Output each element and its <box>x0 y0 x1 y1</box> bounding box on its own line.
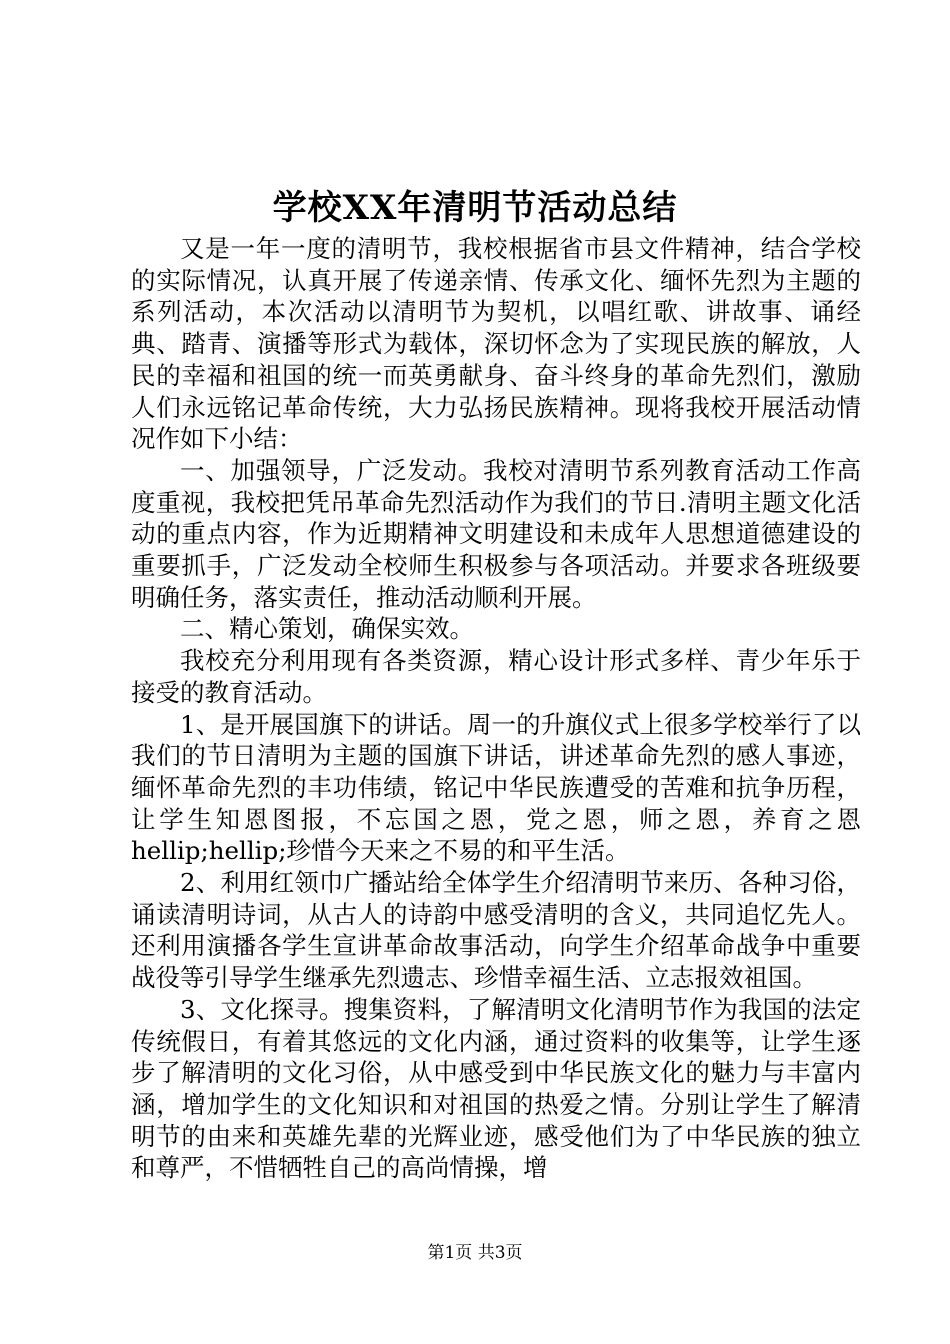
paragraph-intro: 又是一年一度的清明节，我校根据省市县文件精神，结合学校的实际情况，认真开展了传递亲情、传承文化、缅怀先烈为主题的系列活动，本次活动以清明节为契机，以唱红歌、讲故事、诵经典、踏青、演播等形式为载体，深切怀念为了实现民族的解放，人民的幸福和祖国的统一而英勇献身、奋斗终身的革命先烈们，激励人们永远铭记革命传统，大力弘扬民族精神。现将我校开展活动情况作如下小结： <box>131 234 861 454</box>
paragraph-section-2-heading: 二、精心策划，确保实效。 <box>180 614 474 644</box>
document-body <box>131 233 861 1184</box>
paragraph-section-1: 一、加强领导，广泛发动。我校对清明节系列教育活动工作高度重视，我校把凭吊革命先烈活动作为我们的节日.清明主题文化活动的重点内容，作为近期精神文明建设和未成年人思想道德建设的重要抓手，广泛发动全校师生积极参与各项活动。并要求各班级要明确任务，落实责任，推动活动顺利开展。 <box>131 455 861 612</box>
paragraph-section-2-intro: 我校充分利用现有各类资源，精心设计形式多样、青少年乐于接受的教育活动。 <box>131 646 861 707</box>
paragraph-item-1: 1、是开展国旗下的讲话。周一的升旗仪式上很多学校举行了以我们的节日清明为主题的国旗下讲话，讲述革命先烈的感人事迹，缅怀革命先烈的丰功伟绩，铭记中华民族遭受的苦难和抗争历程，让学生知恩图报，不忘国之恩，党之恩，师之恩，养育之恩hellip;hellip;珍惜今天来之不易的和平生活。 <box>131 709 861 866</box>
paragraph-item-2: 2、利用红领巾广播站给全体学生介绍清明节来历、各种习俗，诵读清明诗词，从古人的诗韵中感受清明的含义，共同追忆先人。还利用演播各学生宣讲革命故事活动，向学生介绍革命战争中重要战役等引导学生继承先烈遗志、珍惜幸福生活、立志报效祖国。 <box>131 868 861 993</box>
paragraph-item-3: 3、文化探寻。搜集资料，了解清明文化清明节作为我国的法定传统假日，有着其悠远的文化内涵，通过资料的收集等，让学生逐步了解清明的文化习俗，从中感受到中华民族文化的魅力与丰富内涵，增加学生的文化知识和对祖国的热爱之情。分别让学生了解清明节的由来和英雄先辈的光辉业迹，感受他们为了中华民族的独立和尊严，不惜牺牲自己的高尚情操，增 <box>131 994 861 1183</box>
page-number-footer: 第1页 共3页 <box>427 1243 523 1263</box>
document-title: 学校XX年清明节活动总结 <box>272 188 678 228</box>
